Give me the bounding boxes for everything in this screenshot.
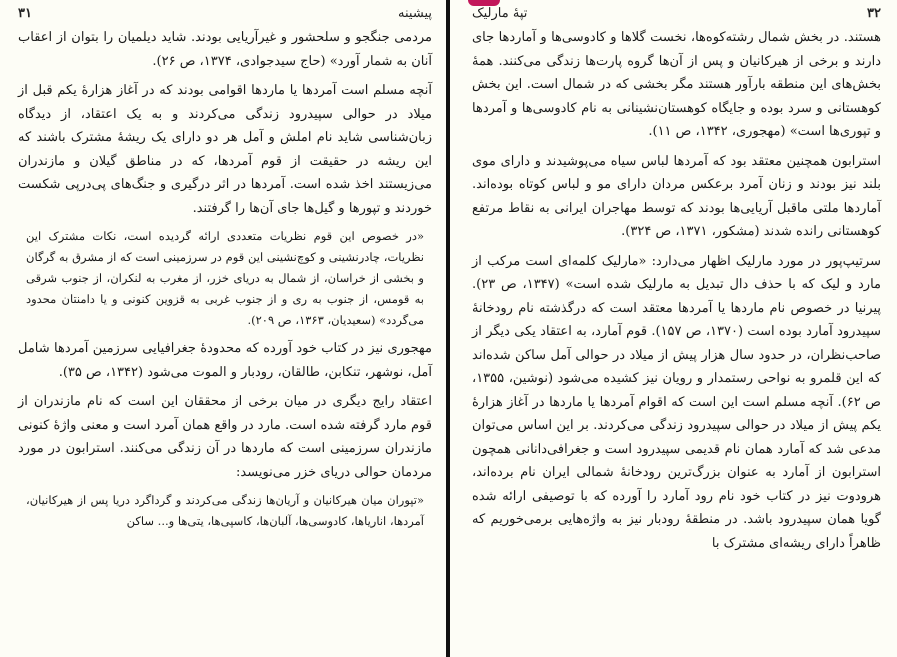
right-page-body (472, 26, 881, 555)
left-page-number: ۳۱ (18, 6, 32, 21)
body-paragraph: آنچه مسلم است آمردها یا ماردها اقوامی بودند که در آغاز هزارهٔ یکم قبل از میلاد در حوالی سپیدرود زندگی می‌کردند و به یک اعتقاد، از دیدگاه زبان‌شناسی شاید نام املش و آمل هر دو دارای یک ریشهٔ مشترک باشند که این ریشه در حقیقت از قوم آمردها، که در مناطق گیلان و مازندران می‌زیستند اخذ شده است. آمردها در اثر درگیری و جنگ‌های پی‌درپی شکست خوردند و تپورها و گیل‌ها جای آن‌ها را گرفتند. (18, 83, 432, 216)
body-paragraph: سرتیپ‌پور در مورد مارلیک اظهار می‌دارد: «مارلیک کلمه‌ای است مرکب از مارد و لیک که با حذف دال تبدیل به مارلیک شده است» (۱۳۴۷، ص ۲۳). پیرنیا در خصوص نام ماردها یا آمردها معتقد است که درگذشته نام رودخانهٔ سپیدرود آمارد بوده است (۱۳۷۰، ص ۱۵۷). قوم آمارد، به اعتقاد یکی دیگر از صاحب‌نظران، در حدود سال هزار پیش از میلاد در حوالی آمل ساکن شده‌اند که این قلمرو به نواحی رستمدار و رویان نیز کشیده می‌شود (نوشین، ۱۳۵۵، ص ۶۲). آنچه مسلم است این است که اقوام آمردها یا ماردها در آغاز هزارهٔ یکم پیش از میلاد در حوالی سپیدرود زندگی می‌کردند. بر این اساس می‌توان مدعی شد که آمارد همان نام قدیمی سپیدرود است و جغرافی‌دانانی همچون استرابون از آمارد به عنوان بزرگ‌ترین رودخانهٔ شمالی ایران نام برده‌اند، هرودوت نیز در کتاب خود نام رود آمارد را آورده که با توصیفی ارائه شده گویا همان سپیدرود باشد. در منطقهٔ رودبار نیز به واژه‌هایی برمی‌خوریم که ظاهراً دارای ریشه‌ای مشترک با (472, 253, 881, 551)
body-paragraph: مهجوری نیز در کتاب خود آورده که محدودهٔ جغرافیایی سرزمین آمردها شامل آمل، نوشهر، تنکابن، طالقان، رودبار و الموت می‌شود (۱۳۴۲، ص ۳۵). (18, 341, 432, 380)
body-paragraph: اعتقاد رایج دیگری در میان برخی از محققان این است که نام مازندران از قوم مارد گرفته شده است. مارد در واقع همان آمرد است و معنی واژهٔ کنونی مازندران سرزمینی است که ماردها در آن زندگی می‌کنند. استرابون در مورد مردمان حوالی دریای خزر می‌نویسد: (18, 394, 432, 480)
left-page-header (18, 6, 432, 26)
body-paragraph: مردمی جنگجو و سلحشور و غیرآریایی بودند. شاید دیلمیان را بتوان از اعقاب آنان به شمار آورد» (حاج سیدجوادی، ۱۳۷۴، ص ۲۶). (18, 30, 432, 69)
block-quote: «تپوران میان هیرکانیان و آریان‌ها زندگی می‌کردند و گرداگرد دریا پس از هیرکانیان، آمردها، اناریاها، کادوسی‌ها، آلبان‌ها، کاسپی‌ها، یتی‌ها و... ساکن (26, 493, 424, 528)
bookmark-ribbon (468, 0, 500, 6)
body-paragraph: استرابون همچنین معتقد بود که آمردها لباس سیاه می‌پوشیدند و دارای موی بلند نیز بودند و زنان آمرد برعکس مردان دارای مو و لباس کوتاه بوده‌اند. آماردها ملتی ماقبل آریایی‌ها بودند که توسط مهاجران ایرانی به نقاط مرتفع کوهستانی رانده شدند (مشکور، ۱۳۷۱، ص ۳۲۴). (472, 153, 881, 239)
left-page-body (18, 26, 432, 532)
right-page-header (472, 6, 881, 26)
block-quote: «در خصوص این قوم نظریات متعددی ارائه گردیده است، نکات مشترک این نظریات، چادرنشینی و کوچ‌نشینی این قوم در سرزمینی است که از مشرق به گرگان و بخشی از خراسان، از شمال به دریای خزر، از مغرب به لنکران، از جنوب شرقی به قومس، از جنوب به ری و از جنوب غربی به قزوین کنونی و یا دامنتان محدود می‌گردد» (سعیدیان، ۱۳۶۳، ص ۲۰۹). (26, 229, 424, 327)
right-header-title: تپهٔ مارلیک (472, 6, 528, 21)
right-page (450, 0, 897, 657)
body-paragraph: هستند. در بخش شمال رشته‌کوه‌ها، نخست گلاها و کادوسی‌ها و آماردها جای دارند و برخی از هیرکانیان و پس از آن‌ها گروه پارت‌ها زندگی می‌کنند. همهٔ بخش‌های این منطقه بارآور هستند مگر بخشی که در شمال است. این بخش کوهستانی و سرد بوده و جایگاه کوهستان‌نشینانی به نام کادوسی‌ها و آمردها و تپوری‌ها است» (مهجوری، ۱۳۴۲، ص ۱۱). (472, 30, 881, 139)
left-page (0, 0, 446, 657)
right-page-number: ۳۲ (867, 6, 881, 21)
left-header-title: پیشینه (398, 6, 432, 21)
